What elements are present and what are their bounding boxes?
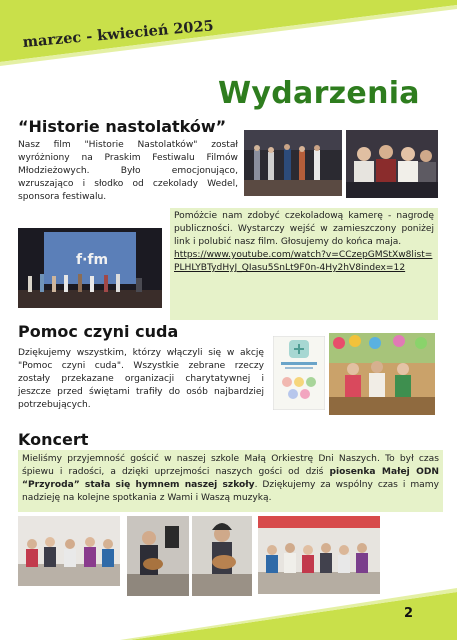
issue-date: marzec - kwiecień 2025 bbox=[22, 17, 215, 51]
vote-callout-text: Pomóżcie nam zdobyć czekoladową kamerę - nagrodę publiczności. Wystarczy wejść w zamieszczony poniżej link i polubić nasz film. Głosujemy do końca maja. bbox=[174, 211, 434, 247]
screen-logo-text: f·fm bbox=[76, 252, 109, 268]
page-title: Wydarzenia bbox=[218, 76, 420, 111]
concert-paragraph-end: . Dziękujemy za wspólny czas i mamy nadzieję na kolejne spotkania z Wami i Waszą muzyką. bbox=[22, 480, 439, 503]
concert-paragraph-box bbox=[18, 450, 443, 512]
section-heading-koncert: Koncert bbox=[18, 430, 89, 449]
festival-award-photo bbox=[244, 130, 342, 196]
vote-callout-box bbox=[170, 208, 438, 320]
footer-band bbox=[0, 574, 457, 640]
section-heading-historie: “Historie nastolatków” bbox=[18, 117, 227, 136]
page-number: 2 bbox=[404, 606, 414, 621]
charity-poster-image bbox=[273, 336, 325, 410]
concert-paragraph-bold: piosenka Małej ODN “Przyroda” stała się hymnem naszej szkoły bbox=[22, 467, 439, 490]
section-heading-pomoc: Pomoc czyni cuda bbox=[18, 322, 179, 341]
youtube-vote-link[interactable]: https://www.youtube.com/watch?v=CCzepGMStXw8list=PLHLYBTydHyJ_QIasu5SnLt9F0n-4Hy2hV8index=12 bbox=[174, 250, 433, 273]
festival-stage-photo bbox=[18, 228, 162, 308]
section-paragraph-pomoc: Dziękujemy wszystkim, którzy włączyli się w akcję "Pomoc czyni cuda". Wszystkie zebrane rzeczy zostały przekazane organizacji charytatywnej i jeszcze przed świętami trafiły do osób najbardziej potrzebujących. bbox=[18, 348, 264, 410]
concert-paragraph-start: Mieliśmy przyjemność gościć w naszej szkole Małą Orkiestrę Dni Naszych. To był czas śpiewu i radości, a dzięki uprzejmości naszych gości od dziś bbox=[22, 454, 439, 477]
section-paragraph-historie: Nasz film "Historie Nastolatków" został wyróżniony na Praskim Festiwalu Filmów Młodzieżowych. Było emocjonująco, wzruszająco i słodko od czekolady Wedel, sponsora festiwalu. bbox=[18, 140, 238, 202]
donation-students-photo bbox=[329, 333, 435, 415]
audience-photo bbox=[346, 130, 438, 198]
